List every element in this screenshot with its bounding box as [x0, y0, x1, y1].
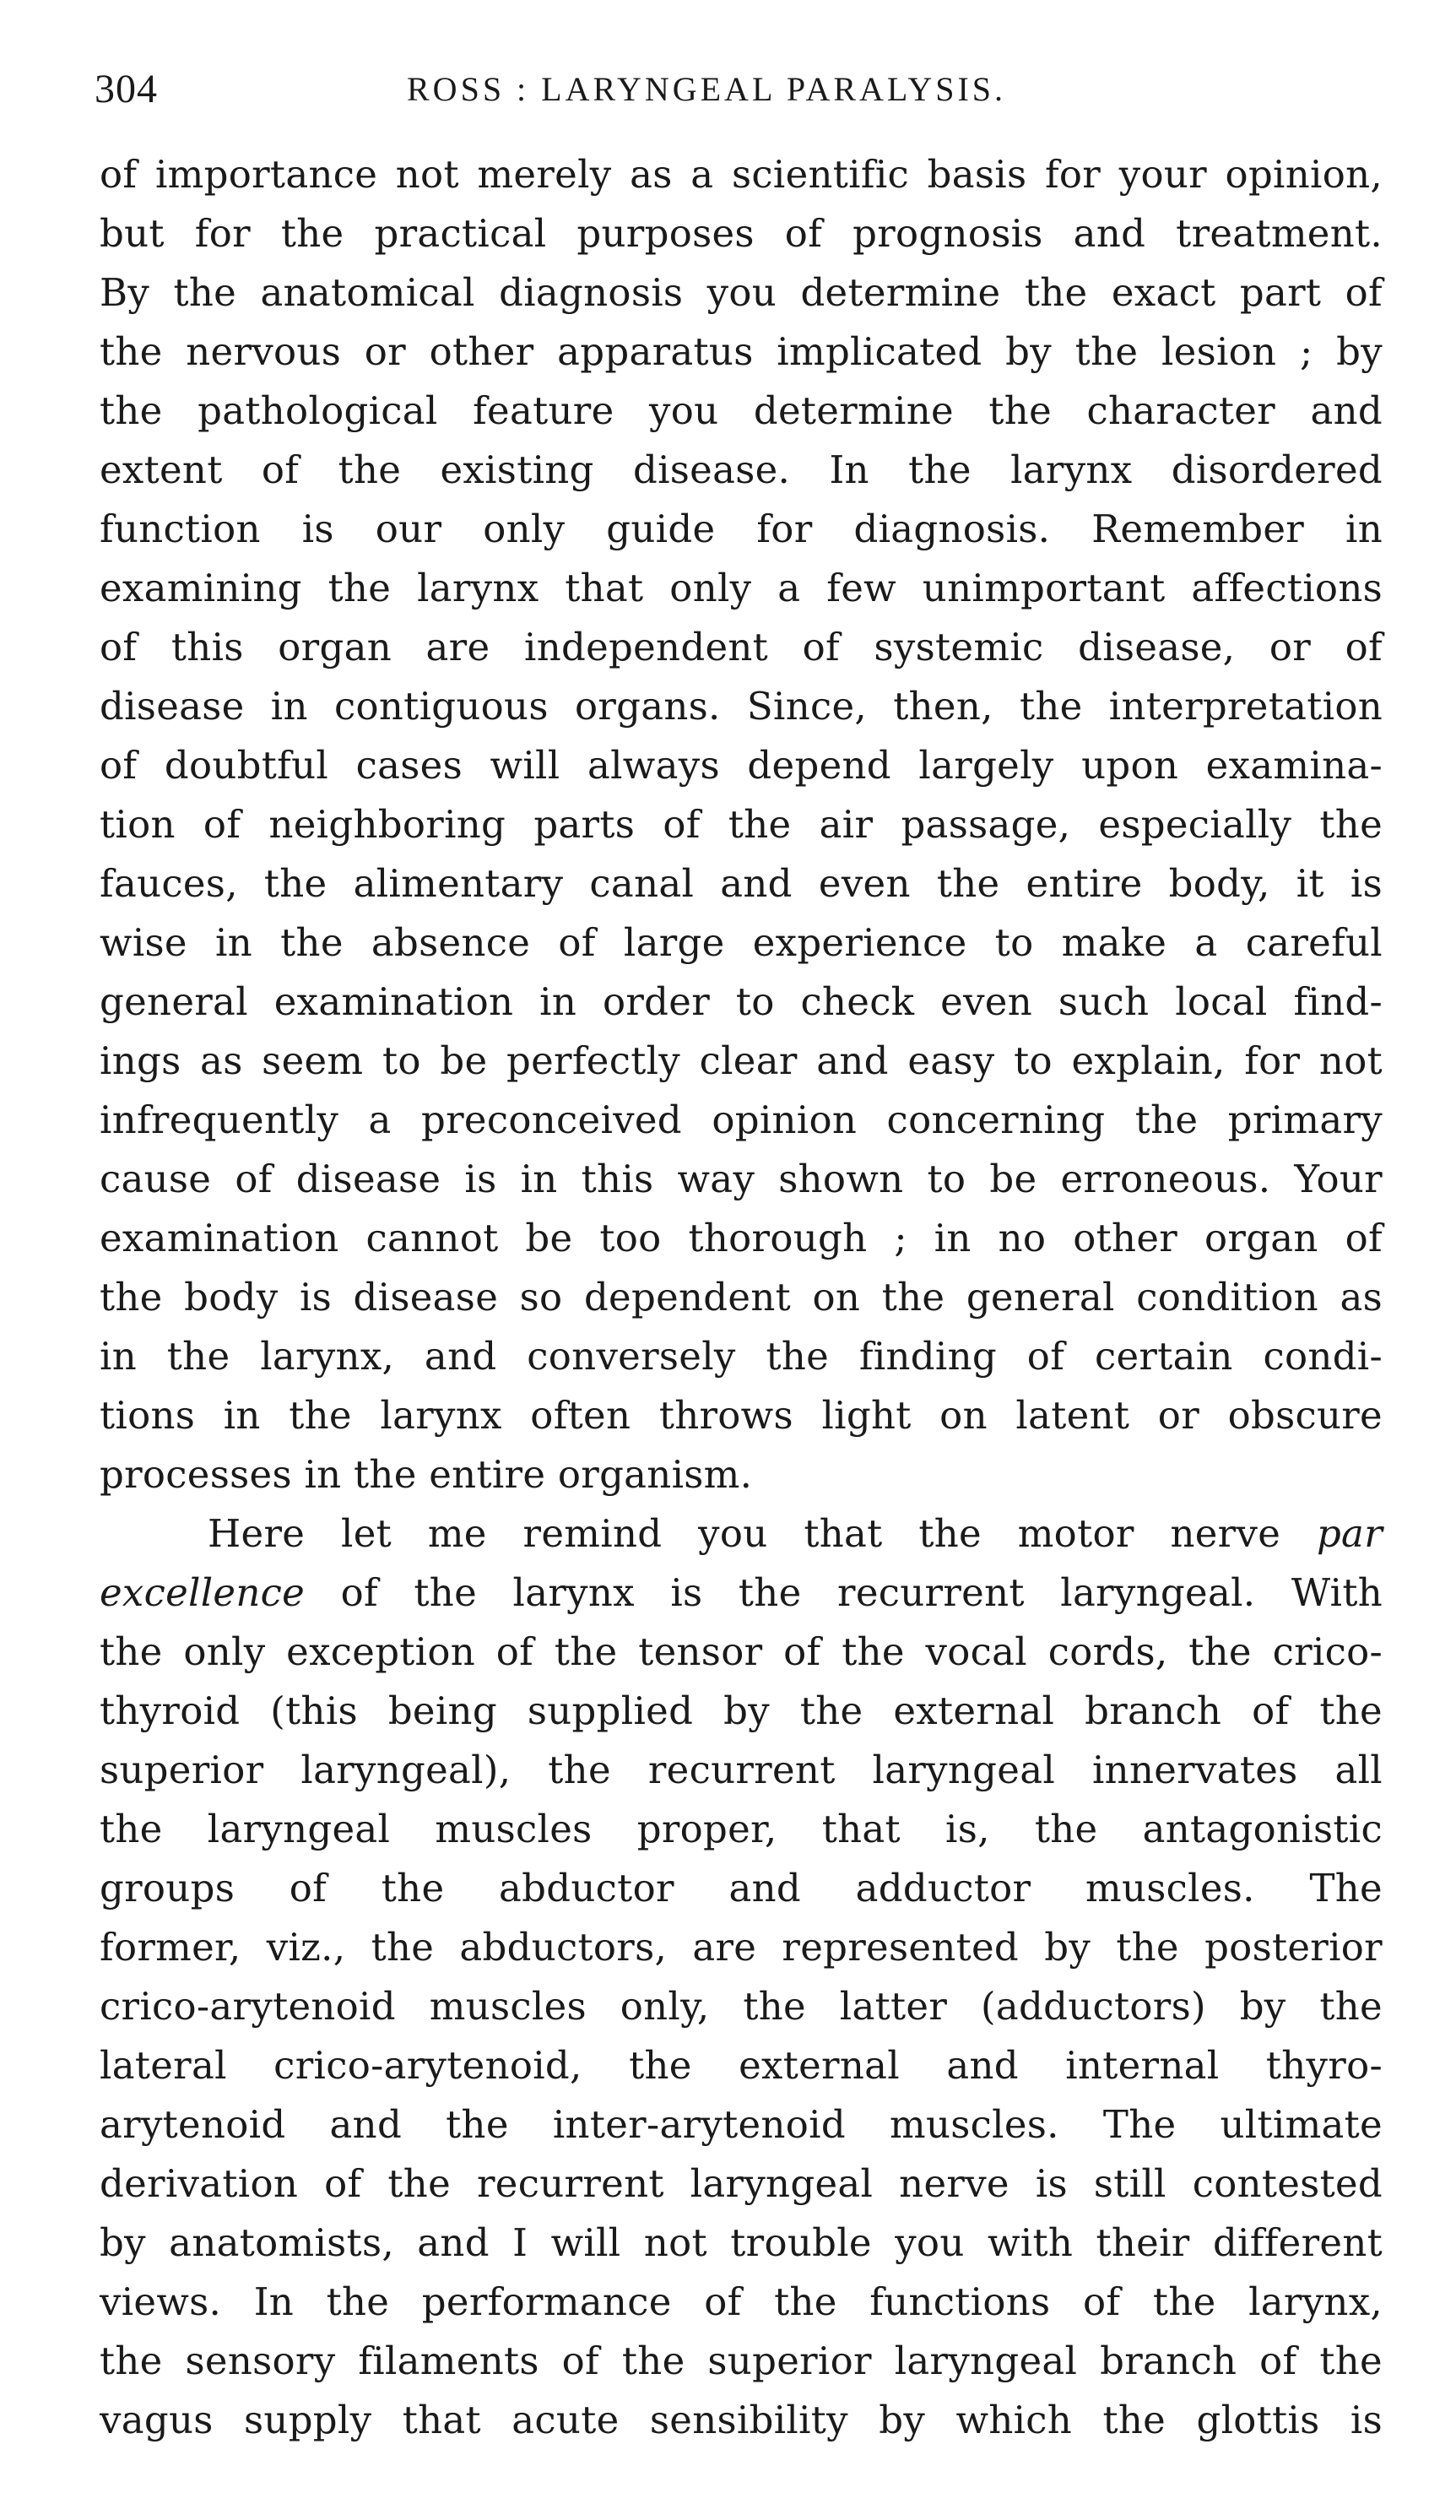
text-line: the laryngeal muscles proper, that is, the antagonistic [100, 1807, 1383, 1851]
text-line: disease in contiguous organs. Since, then, the interpretation [100, 684, 1383, 729]
text-line: crico-arytenoid muscles only, the latter (adductors) by the [100, 1984, 1383, 2029]
text-line: in the larynx, and conversely the finding of certain condi- [100, 1334, 1383, 1379]
text-line: cause of disease is in this way shown to be erroneous. Your [100, 1157, 1383, 1201]
text-line: views. In the performance of the functions of the larynx, [100, 2279, 1383, 2324]
text-line: function is our only guide for diagnosis. Remember in [100, 507, 1383, 551]
italic-text: excellence [100, 1570, 306, 1615]
text-line: of this organ are independent of systemic disease, or of [100, 625, 1383, 669]
text-line: thyroid (this being supplied by the external branch of the [100, 1688, 1383, 1733]
text-line: the pathological feature you determine the character and [100, 388, 1383, 433]
text-line: processes in the entire organism. [100, 1452, 753, 1497]
text-line: superior laryngeal), the recurrent laryngeal innervates all [100, 1748, 1383, 1792]
text-line: derivation of the recurrent laryngeal nerve is still contested [100, 2161, 1383, 2206]
page-number: 304 [95, 67, 158, 111]
paragraph-first-line [100, 1504, 1383, 1563]
text-line: By the anatomical diagnosis you determine the exact part of [100, 270, 1383, 315]
text-line: but for the practical purposes of prognosis and treatment. [100, 211, 1383, 256]
text-line: fauces, the alimentary canal and even the entire body, it is [100, 861, 1383, 906]
text-line: the nervous or other apparatus implicated by the lesion ; by [100, 329, 1383, 374]
text-line: examining the larynx that only a few unimportant affections [100, 566, 1383, 610]
text-line: arytenoid and the inter-arytenoid muscles. The ultimate [100, 2102, 1383, 2147]
text-line: vagus supply that acute sensibility by which the glottis is [100, 2398, 1383, 2442]
text-line [100, 1563, 1383, 1623]
text-run: of the larynx is the recurrent laryngeal. With [305, 1570, 1383, 1615]
running-head [95, 66, 1394, 133]
text-line: of doubtful cases will always depend largely upon examina- [100, 743, 1383, 788]
text-line: by anatomists, and I will not trouble you with their different [100, 2220, 1383, 2265]
text-line: infrequently a preconceived opinion concerning the primary [100, 1097, 1383, 1142]
text-line: the body is disease so dependent on the general condition as [100, 1275, 1383, 1320]
text-line: tions in the larynx often throws light on latent or obscure [100, 1393, 1383, 1438]
italic-text: par [1316, 1511, 1383, 1556]
text-line: lateral crico-arytenoid, the external and internal thyro- [100, 2043, 1383, 2088]
text-line: the sensory filaments of the superior laryngeal branch of the [100, 2338, 1383, 2383]
text-line: examination cannot be too thorough ; in no other organ of [100, 1216, 1383, 1260]
running-title: ROSS : LARYNGEAL PARALYSIS. [407, 70, 1007, 108]
text-line: groups of the abductor and adductor muscles. The [100, 1866, 1383, 1910]
text-line: of importance not merely as a scientific basis for your opinion, [100, 152, 1383, 197]
text-line: wise in the absence of large experience to make a careful [100, 920, 1383, 965]
text-line: the only exception of the tensor of the vocal cords, the crico- [100, 1629, 1383, 1674]
text-line: former, viz., the abductors, are represented by the posterior [100, 1925, 1383, 1970]
text-line: general examination in order to check even such local find- [100, 979, 1383, 1024]
text-line: ings as seem to be perfectly clear and easy to explain, for not [100, 1038, 1383, 1083]
text-run: Here let me remind you that the motor nerve [208, 1511, 1317, 1556]
body-text [100, 145, 1383, 2450]
text-line: extent of the existing disease. In the larynx disordered [100, 447, 1383, 492]
text-line: tion of neighboring parts of the air passage, especially the [100, 802, 1383, 847]
